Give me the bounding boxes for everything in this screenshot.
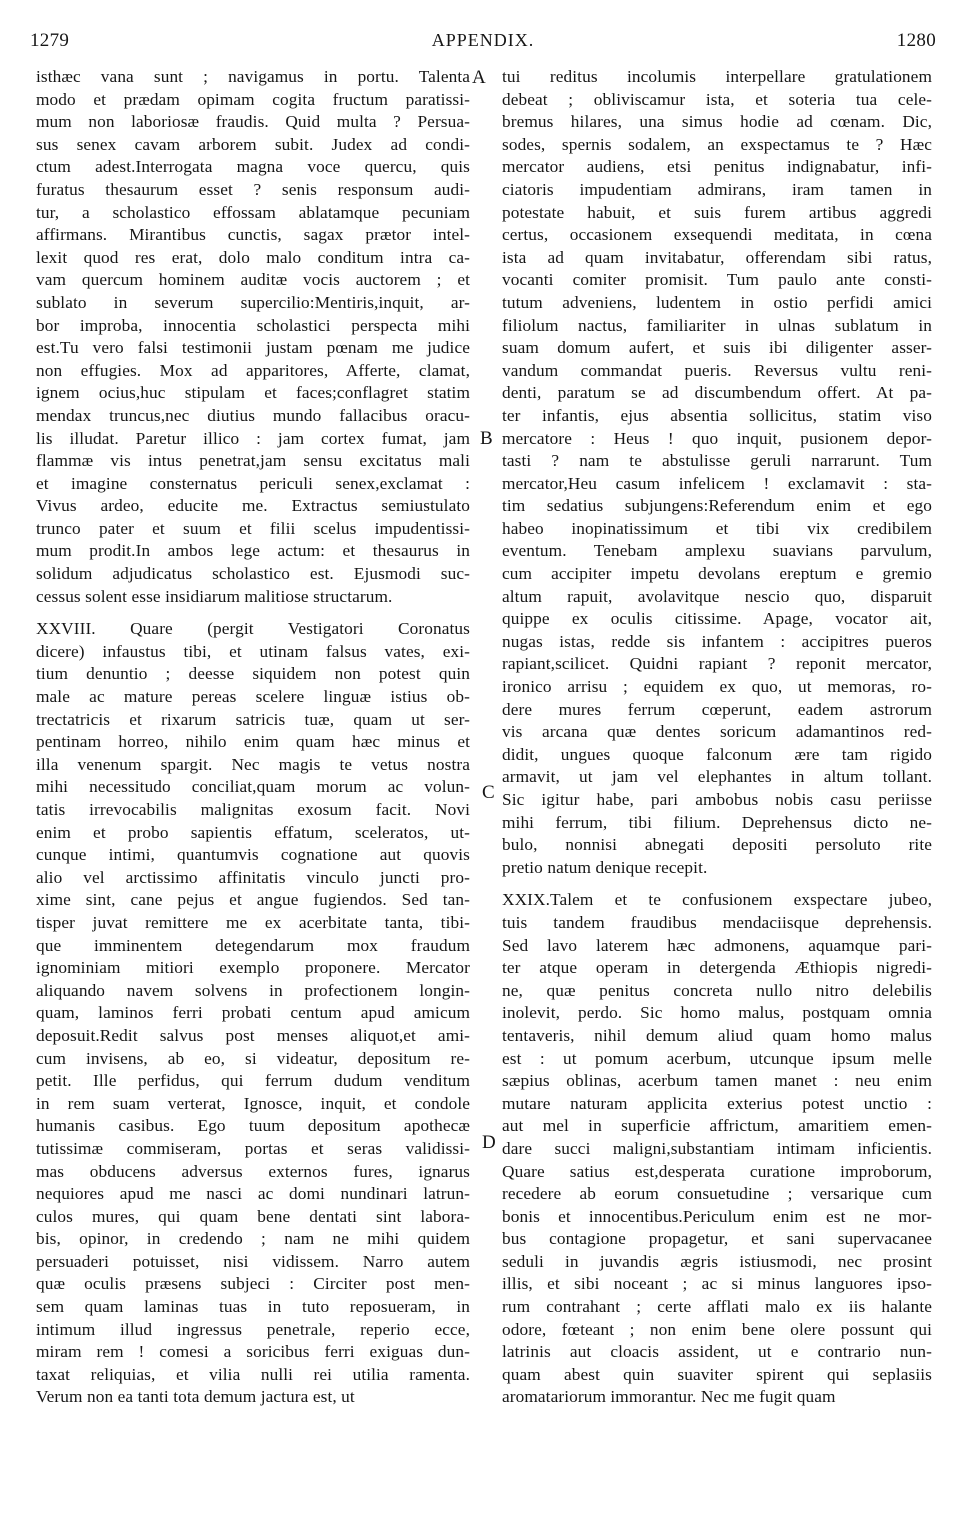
section-marker-b: B (480, 428, 493, 449)
right-column-text-line: aut mel in superficie affrictum, amaritiem emen- (502, 1116, 932, 1136)
right-column-text-line: denti, paratum se ad discumbendum offert. At pa- (502, 383, 932, 403)
right-column-text-line: mercator audiens, etsi penitus indignabatur, infi- (502, 157, 932, 177)
right-column-text-line: vocanti comiter promisit. Tum paulo ante consti- (502, 270, 932, 290)
left-column-text-line: sublato in severum supercilio:Mentiris,inquit, ar- (36, 292, 470, 312)
left-column-text-line: tutissimæ commiseram, portas et seras validissi- (36, 1138, 470, 1158)
left-column-text-line: bor improba, innocentia scholastici perspecta mihi (36, 315, 470, 335)
right-column-text-line: certus, occasionem exsequendi meditata, in cœna (502, 225, 932, 245)
left-column-text-line: male ac mature pereas scelere linguæ istius ob- (36, 687, 470, 707)
left-column-text-line: vam quercum hominem auditæ vocis auctorem ; et (36, 270, 470, 290)
right-column-text-line: ter infantis, ejus absentia sollicitus, statim viso (502, 405, 932, 425)
right-column-text-line: tui reditus incolumis interpellare gratulationem (502, 67, 932, 86)
right-column-text-line: ne, quæ penitus concreta nullo nitro delebilis (502, 980, 932, 1000)
right-column-text-line: aromatariorum immorantur. Nec me fugit quam (502, 1387, 836, 1407)
right-column-text-line: armavit, ut jam vel elephantes in altum tollant. (502, 767, 932, 787)
right-column-text-line: eventum. Tenebam amplexu suavians parvulum, (502, 541, 932, 561)
running-title: APPENDIX. (431, 30, 535, 50)
left-column-text-line: furatus thesaurum esset ? senis responsum audi- (36, 179, 470, 199)
left-column-text-line: mihi necessitudo conciliat,quam morum ac volun- (36, 777, 470, 797)
right-column-text-line: dare succi maligni,substantiam intimam inficientis. (502, 1138, 932, 1158)
left-column-text-line: tatis irrevocabilis malignitas exosum facit. Novi (36, 800, 470, 819)
right-column-text-line: debeat ; obliviscamur ista, et soteria tua cele- (502, 89, 932, 109)
left-column-text-line: enim et probo sapientis effatum, sceleratos, ut- (36, 822, 470, 842)
right-column-text-line: filiolum nactus, familiariter in ulnas sublatum in (502, 315, 932, 335)
page-number-left: 1279 (30, 30, 70, 51)
right-column-text-line: est : ut pomum acerbum, utcunque ipsum melle (502, 1048, 932, 1068)
right-column-text-line: bonis et innocentibus.Periculum enim est ne mor- (502, 1206, 932, 1226)
right-column-text-line: Quare satius est,desperata curatione improborum, (502, 1161, 932, 1181)
left-column-text-line: lexit quod res erat, dolo malo conditum intra ca- (36, 247, 470, 267)
left-column-text-line: cunque intimi, quantumvis cognatione aut quovis (36, 845, 470, 865)
right-column-text-line: ironico arrisu ; equidem ex quo, ut memoras, ro- (502, 677, 932, 697)
left-column-text-line: mum non laboriosæ fraudis. Quid multa ? Persua- (36, 112, 470, 132)
section-marker-d: D (482, 1132, 496, 1153)
left-column-text-line: xime sint, cane pejus et angue fugiendos. Sed tan- (36, 890, 470, 910)
left-column-text-line: intimum illud ingressus penetrale, reperio ecce, (36, 1319, 470, 1339)
right-column-text-line: Sed lavo laterem hæc admonens, aquamque pari- (502, 935, 932, 955)
left-column-text-line: tium denuntio ; deesse siquidem non potest quin (36, 664, 470, 684)
left-column-text-line: pentinam horreo, nihilo enim quam hæc minus et (36, 732, 470, 752)
left-column-text-line: ignominiam mitiori exemplo proponere. Mercator (36, 958, 470, 978)
right-column-text-line: mercatore : Heus ! quo inquit, pusionem depor- (502, 428, 932, 448)
left-column-text-line: persuaderi potuisset, nisi vidissem. Narro autem (36, 1251, 470, 1271)
right-column-text-line: ciatoris impudentiam admirans, iram tamen in (502, 179, 932, 199)
right-column-text-line: sodes, spernis sodalem, an exspectamus te ? Hæc (502, 134, 932, 154)
right-column-text-line: rum contrahant ; certe afflati malo ex iis halante (502, 1297, 932, 1317)
right-column-text-line: cum accipiter impetu devolans ereptum e gremio (502, 564, 932, 584)
left-column-text-line: cessus solent esse insidiarum malitiose structarum. (36, 586, 393, 606)
right-column-text-line: XXIX.Talem et te confusionem exspectare jubeo, (502, 890, 932, 910)
right-column-text-line: sæpius oblinas, acerbum tamen manet : neu enim (502, 1071, 932, 1091)
left-column-text-line: nequiores apud me nasci ac domi nundinari latrun- (36, 1184, 470, 1204)
right-column-text-line: nugas istas, redde sis infantem : accipitres pueros (502, 631, 932, 651)
left-column-text-line: sem quam laminas tuas in tuto reposueram, in (36, 1297, 470, 1317)
left-column-text-line: bis, opinor, in credendo ; nam ne mihi quidem (36, 1229, 470, 1249)
right-column-text-line: potestate habuit, et suis furem artibus aggredi (502, 202, 932, 222)
left-column-text-line: in rem suam verterat, Ignosce, inquit, et condole (36, 1093, 470, 1113)
left-column-text-line: quam, laminos ferri probati centum apud amicum (36, 1003, 470, 1023)
left-column-text-line: modo et prædam opimam cogita fructum paratissi- (36, 89, 470, 109)
left-column-text-line: affirmans. Mirantibus cunctis, sagax prætor intel- (36, 225, 470, 245)
left-column-text-line: que imminentem detegendarum mox fraudum (36, 935, 470, 955)
right-column-text-line: habeo inopinatissimum et tibi vix credibilem (502, 518, 932, 538)
right-column-text-line: inolevit, perdo. Sic homo malus, postquam omnia (502, 1003, 932, 1023)
left-column-text-line: trectatricis et rixarum satricis tuæ, quam ut ser- (36, 709, 470, 729)
left-column-text-line: tisper juvat remittere me ex acerbitate tanta, tibi- (36, 912, 470, 932)
left-column-text-line: isthæc vana sunt ; navigamus in portu. Talenta (36, 67, 470, 86)
right-column-text-line: vandum commandat pueris. Reversus vultu reni- (502, 360, 932, 380)
left-column-text-line: miram rem ! comesi a soricibus ferri exiguas dun- (36, 1342, 470, 1362)
right-column-text-line: bus contagione propagetur, et sani supervacanee (502, 1229, 932, 1249)
right-column-text-line: rapiant,scilicet. Quidni rapiant ? reponit mercator, (502, 654, 932, 674)
right-column-text-line: bremus hilares, una simus hodie ad cœnam. Dic, (502, 112, 932, 132)
right-column-text-line: Sic igitur habe, pari ambobus nobis casu periisse (502, 790, 932, 809)
left-column-text-line: quæ oculis præsens subjeci : Circiter post men- (36, 1274, 470, 1294)
right-column-text-line: latrinis aut cloacis assident, ut e contrario nun- (502, 1342, 932, 1362)
left-column-text-line: XXVIII. Quare (pergit Vestigatori Coronatus (36, 619, 470, 639)
right-column-text-line: tim sedatius subjungens:Referendum enim et ego (502, 496, 932, 516)
left-column-text-line: solidum adjudicatus scholastico est. Ejusmodi suc- (36, 564, 470, 584)
right-column-text-line: recedere ab eorum consuetudine ; versarique cum (502, 1184, 932, 1204)
left-column-text-line: illa venenum spargit. Nec magis te vetus nostra (36, 754, 470, 774)
right-column-text-line: odore, fœteant ; non enim bene olere possunt qui (502, 1319, 932, 1339)
left-column-text-line: cum invisens, ab eo, si videatur, depositum re- (36, 1048, 470, 1068)
left-column-text-line: tur, a scholastico effossam ablatamque pecuniam (36, 202, 470, 222)
left-column-text-line: sus senex cavam arborem subit. Judex ad condi- (36, 134, 470, 154)
right-column-text-line: quam abest quin suaviter spirent qui seplasiis (502, 1364, 932, 1384)
right-column-text-line: mutare naturam applicita exterius potest unctio : (502, 1093, 932, 1113)
left-column-text (36, 66, 470, 1409)
right-column-text (502, 66, 932, 1409)
right-column-text-line: ista ad quam invitabatur, offerendam sibi ratus, (502, 247, 932, 267)
left-column-text-line: mas obducens adversus externos fures, ignarus (36, 1161, 470, 1181)
left-column-text-line: est.Tu vero falsi testimonii justam pœnam me judice (36, 338, 470, 358)
section-marker-a: A (472, 67, 486, 88)
right-column-text-line: bulo, nonnisi abnegati depositi persoluto rite (502, 835, 932, 855)
left-column-text-line: humanis casibus. Ego tuum depositum apothecæ (36, 1116, 470, 1136)
right-column-text-line: ter atque operam in detergenda Æthiopis nigredi- (502, 958, 932, 978)
left-column-text-line: flammæ vis intus penetrat,jam sensu excitatus mali (36, 451, 470, 471)
left-column-text-line: mum prodit.In ambos lege actum: et thesaurus in (36, 541, 470, 561)
right-column-text-line: vis arcana quæ dentes soricum adamantinos red- (502, 722, 932, 742)
left-column-text-line: lis illudat. Paretur illico : jam cortex fumat, jam (36, 428, 470, 448)
left-column-text-line: Verum non ea tanti tota demum jactura est, ut (36, 1387, 355, 1407)
left-column-text-line: culos mures, qui quam bene dentati sint labora- (36, 1206, 470, 1226)
right-column-text-line: mercator,Heu casum infelicem ! exclamavit : sta- (502, 473, 932, 493)
left-column-text-line: dicere) infaustus tibi, et utinam falsus vates, exi- (36, 641, 470, 661)
right-column-text-line: altum rapuit, avolavitque nescio quo, disparuit (502, 586, 932, 606)
right-column-text-line: pretio natum denique recepit. (502, 857, 708, 877)
left-column-text-line: Vivus ardeo, educite me. Extractus semiustulato (36, 496, 470, 516)
left-column-text-line: ignem ocius,huc stipulam et faces;conflagret statim (36, 383, 470, 403)
section-marker-c: C (482, 782, 495, 803)
right-column-text-line: tutum adveniens, ludentem in ostio perfidi amici (502, 292, 932, 312)
left-column-text-line: ctum adest.Interrogata magna voce quercu, quis (36, 157, 470, 177)
left-column-text-line: deposuit.Redit salvus post menses aliquot,et ami- (36, 1025, 470, 1045)
running-header (30, 22, 936, 52)
right-column-text-line: mihi ferrum, tibi filium. Deprehensus dicto ne- (502, 812, 932, 832)
right-column-text-line: didit, ungues quoque falconum ære tam rigido (502, 744, 932, 764)
left-column-text-line: et imagine consternatus periculi senex,exclamat : (36, 473, 470, 493)
right-column-text-line: tuis tandem fraudibus mendaciisque deprehensis. (502, 912, 932, 932)
right-column-paragraph-gap (502, 879, 932, 889)
left-column-text-line: mendax truncus,nec diutius mundo fallacibus oracu- (36, 405, 470, 425)
right-column-text-line: illis, et sibi noceant ; ac si minus languores ipso- (502, 1274, 932, 1294)
left-column-text-line: alio vel arctissimo affinitatis vinculo juncti pro- (36, 867, 470, 887)
left-column-paragraph-gap (36, 608, 470, 618)
right-column-text-line: tentaveris, nihil demum aliud quam homo malus (502, 1025, 932, 1045)
left-column-text-line: petit. Ille perfidus, qui ferrum dudum venditum (36, 1071, 470, 1091)
right-column-text-line: tasti ? nam te abstulisse geruli narrarunt. Tum (502, 451, 932, 471)
right-column-text-line: quippe ex oculis citissime. Apage, vocator ait, (502, 609, 932, 629)
left-column-text-line: aliquando navem solvens in profectionem longin- (36, 980, 470, 1000)
right-column-text-line: seduli in juvandis ægris istiusmodi, nec prosint (502, 1251, 932, 1271)
left-column-text-line: trunco pater et suum et filii scelus impudentissi- (36, 518, 470, 538)
left-column-text-line: taxat reliquias, et vilia nulli rei utilia ramenta. (36, 1364, 470, 1384)
right-column-text-line: dere mures ferrum cœperunt, eadem astrorum (502, 699, 932, 719)
left-column-text-line: non effugies. Mox ad apparitores, Afferte, clamat, (36, 360, 470, 380)
right-column-text-line: suam domum aufert, et suis ibi diligenter asser- (502, 338, 932, 358)
page-number-right: 1280 (896, 30, 936, 51)
